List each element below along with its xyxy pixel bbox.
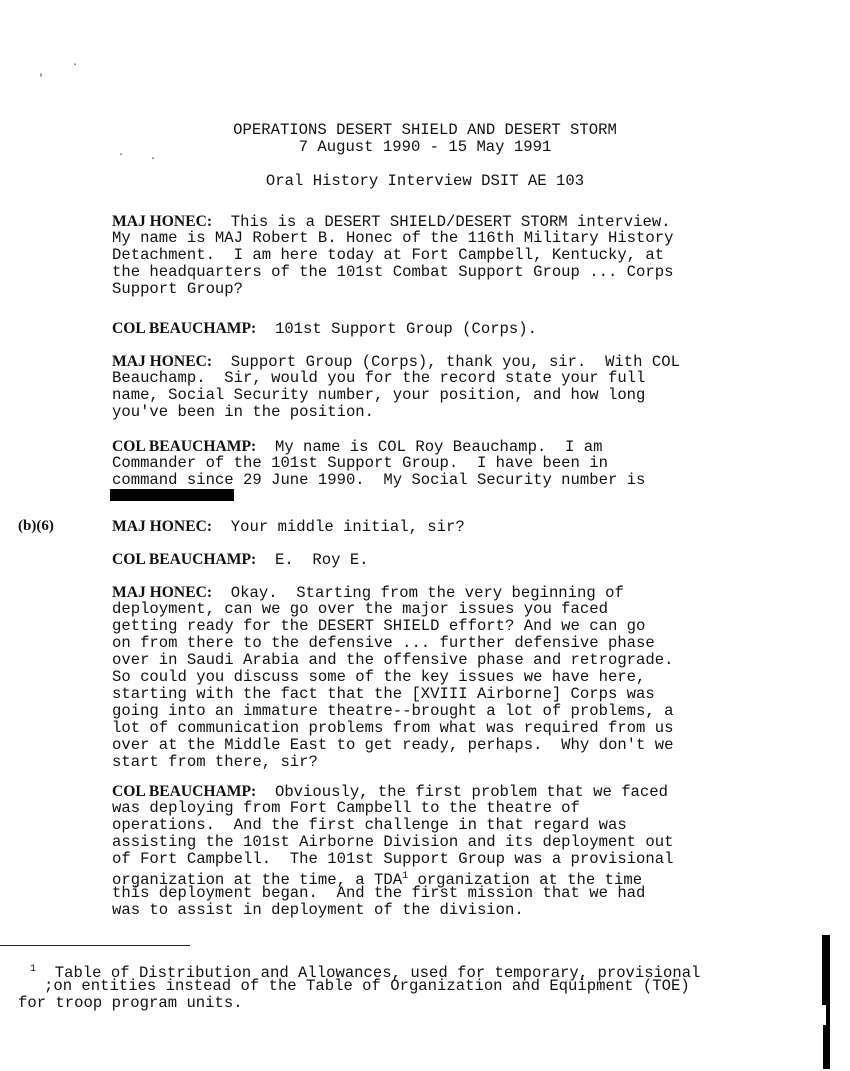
speaker-label: COL BEAUCHAMP: (112, 438, 257, 455)
transcript-line (112, 720, 673, 737)
transcript-line (112, 264, 673, 281)
line-text: this deployment began. And the first mission that we had (112, 884, 646, 902)
transcript-line (112, 230, 673, 247)
line-text: going into an immature theatre--brought a lot of problems, a (112, 702, 674, 720)
line-text: This is a DESERT SHIELD/DESERT STORM interview. (212, 213, 671, 231)
line-text: assisting the 101st Airborne Division and its deployment out (112, 833, 674, 851)
transcript-line (112, 834, 673, 851)
transcript-line (112, 754, 318, 771)
line-text: Beauchamp. Sir, would you for the record state your full (112, 369, 646, 387)
line-text: over at the Middle East to get ready, perhaps. Why don't we (112, 736, 674, 754)
speaker-label: COL BEAUCHAMP: (112, 320, 257, 337)
scan-speck: . (118, 148, 125, 159)
footnote-marker: 1 (30, 964, 37, 975)
transcript-line (112, 618, 645, 635)
line-text: start from there, sir? (112, 753, 318, 771)
transcript-line (112, 404, 374, 421)
transcript-line (112, 551, 369, 569)
transcript-line (112, 817, 627, 834)
transcript-line (112, 652, 673, 669)
transcript-line (112, 885, 645, 902)
document-dates: 7 August 1990 - 15 May 1991 (298, 138, 552, 156)
transcript-line (112, 518, 465, 536)
scan-edge-mark (822, 935, 830, 1005)
footnote-line-3: for troop program units. (18, 994, 243, 1012)
line-text-continued: organization at the time (408, 871, 643, 889)
line-text: was deploying from Fort Campbell to the theatre of (112, 799, 580, 817)
transcript-line (112, 669, 645, 686)
speaker-label: MAJ HONEC: (112, 213, 213, 230)
line-text: Support Group (Corps), thank you, sir. With COL (212, 353, 680, 371)
transcript-line (112, 686, 655, 703)
line-text: Obviously, the first problem that we faced (256, 783, 668, 801)
line-text: Commander of the 101st Support Group. I have been in (112, 454, 608, 472)
line-text: lot of communication problems from what was required from us (112, 719, 674, 737)
transcript-line (112, 320, 537, 338)
footnote-line-2: ;on entities instead of the Table of Organization and Equipment (TOE) (44, 977, 690, 995)
line-text: My name is MAJ Robert B. Honec of the 116th Military History (112, 229, 674, 247)
line-text: you've been in the position. (112, 403, 375, 421)
scan-speck: ' (38, 74, 45, 85)
document-subtitle: Oral History Interview DSIT AE 103 (265, 172, 585, 190)
speaker-label: MAJ HONEC: (112, 353, 213, 370)
privacy-exemption-note: (b)(6) (18, 518, 54, 534)
speaker-label: COL BEAUCHAMP: (112, 551, 257, 568)
transcript-line (112, 737, 673, 754)
footnote-line-1: $^1$ Table of Distribution and Allowances, used for temporary, provisional (30, 964, 701, 982)
scan-edge-mark (826, 1005, 830, 1025)
line-text: Support Group? (112, 280, 244, 298)
transcript-line (112, 370, 645, 387)
transcript-line (112, 703, 673, 720)
footnote-divider (0, 945, 190, 946)
line-text: name, Social Security number, your position, and how long (112, 386, 646, 404)
transcript-line (112, 387, 645, 404)
line-text: the headquarters of the 101st Combat Support Group ... Corps (112, 263, 674, 281)
speaker-label: MAJ HONEC: (112, 584, 213, 601)
line-text: operations. And the first challenge in that regard was (112, 816, 627, 834)
line-text: Detachment. I am here today at Fort Campbell, Kentucky, at (112, 246, 665, 264)
transcript-line (112, 455, 608, 472)
line-text: of Fort Campbell. The 101st Support Group was a provisional (112, 850, 674, 868)
redaction-bar (110, 489, 234, 501)
footnote-reference: 1 (402, 871, 409, 882)
transcript-line (112, 902, 524, 919)
line-text: Your middle initial, sir? (212, 518, 465, 536)
line-text: on from there to the defensive ... further defensive phase (112, 634, 655, 652)
line-text: organization at the time, a TDA (112, 871, 403, 889)
document-title: OPERATIONS DESERT SHIELD AND DESERT STORM (233, 121, 617, 139)
line-text: Okay. Starting from the very beginning of (212, 584, 624, 602)
line-text: command since 29 June 1990. My Social Security number is (112, 471, 646, 489)
speaker-label: MAJ HONEC: (112, 518, 213, 535)
speaker-label: COL BEAUCHAMP: (112, 783, 257, 800)
line-text: So could you discuss some of the key issues we have here, (112, 668, 646, 686)
line-text: 101st Support Group (Corps). (256, 320, 537, 338)
transcript-line (112, 247, 664, 264)
transcript-line (112, 472, 645, 489)
transcript-line (112, 601, 608, 618)
scan-speck: . (150, 152, 157, 163)
scan-speck: . (72, 58, 79, 69)
scan-edge-mark (823, 1025, 830, 1069)
line-text: My name is COL Roy Beauchamp. I am (256, 438, 603, 456)
line-text: was to assist in deployment of the division. (112, 901, 524, 919)
transcript-line (112, 281, 243, 298)
line-text: deployment, can we go over the major issues you faced (112, 600, 608, 618)
transcript-line (112, 851, 673, 868)
transcript-line (112, 800, 580, 817)
line-text: starting with the fact that the [XVIII Airborne] Corps was (112, 685, 655, 703)
line-text: E. Roy E. (256, 551, 369, 569)
line-text: getting ready for the DESERT SHIELD effort? And we can go (112, 617, 646, 635)
line-text: over in Saudi Arabia and the offensive phase and retrograde. (112, 651, 674, 669)
transcript-line (112, 635, 655, 652)
